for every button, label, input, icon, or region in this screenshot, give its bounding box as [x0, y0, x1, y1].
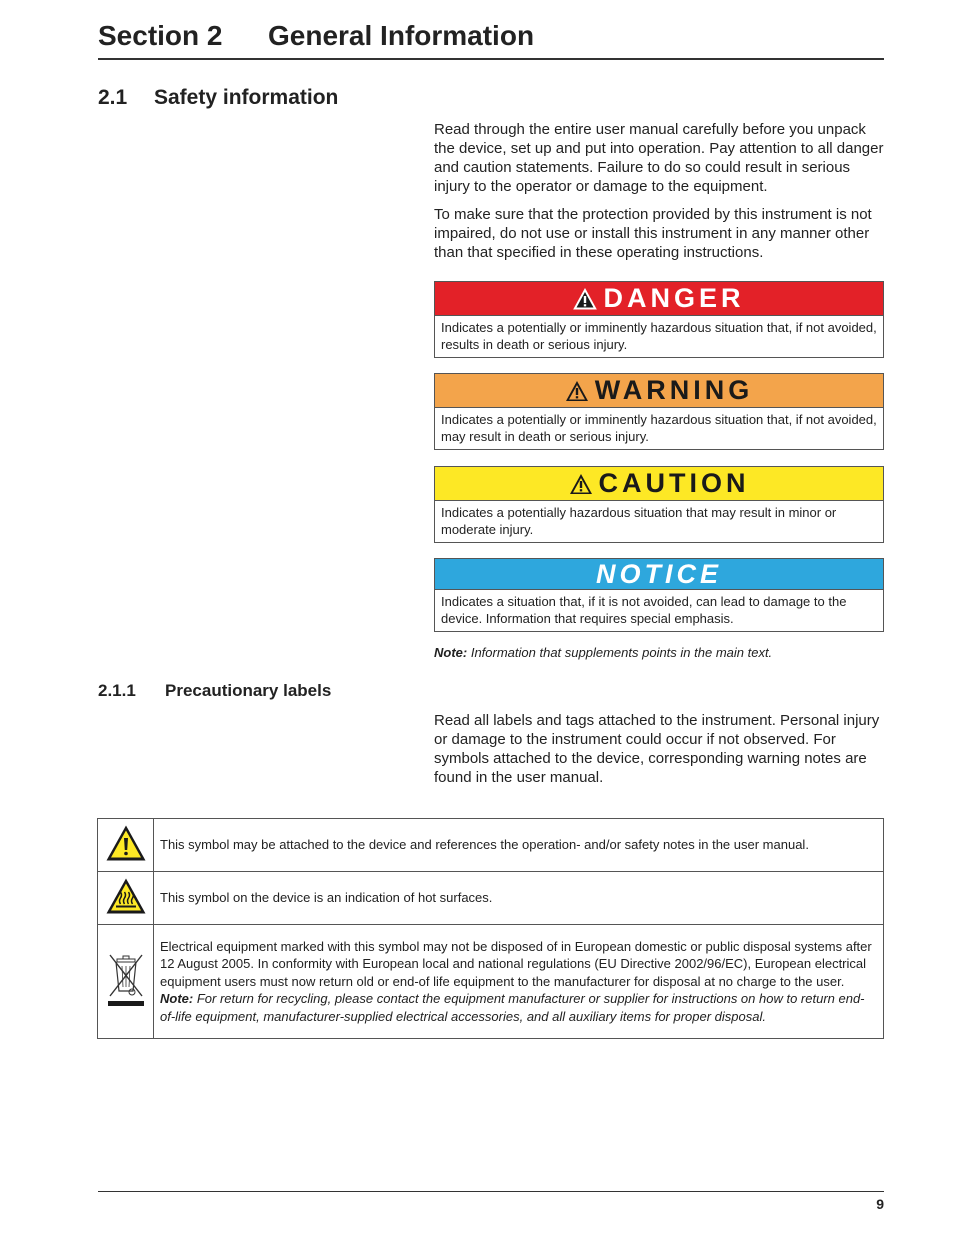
general-warning-icon: [105, 824, 147, 862]
danger-label: DANGER: [603, 283, 745, 313]
labels-table: [97, 818, 884, 1039]
safety-heading-number: 2.1: [98, 86, 128, 109]
section-number: Section 2: [98, 20, 223, 51]
note-line: [434, 645, 772, 660]
section-title: [98, 16, 884, 60]
table-row: [98, 872, 884, 925]
label-description: [154, 925, 884, 1039]
caution-label: CAUTION: [598, 468, 750, 498]
warning-triangle-icon: [573, 288, 597, 310]
note-label: Note:: [434, 645, 468, 660]
label-description: This symbol may be attached to the device and references the operation- and/or safety notes in the user manual.: [154, 819, 884, 872]
table-row: [98, 819, 884, 872]
icon-cell: [98, 819, 154, 872]
caution-text: Indicates a potentially hazardous situation that may result in minor or moderate injury.: [441, 505, 837, 537]
label-description: This symbol on the device is an indication of hot surfaces.: [154, 872, 884, 925]
notice-text: Indicates a situation that, if it is not avoided, can lead to damage to the device. Information that requires special emphasis.: [441, 594, 847, 626]
caution-box: [434, 466, 884, 543]
safety-paragraph-1: Read through the entire user manual carefully before you unpack the device, set up and put into operation. Pay attention to all danger and caution statements. Failure to do so could result in serious injury to the operator or damage to the equipment.: [434, 121, 884, 195]
warning-header: [435, 374, 883, 408]
warning-triangle-icon: [565, 380, 589, 402]
notice-header: [435, 559, 883, 590]
footer-rule: [98, 1191, 884, 1192]
safety-heading-text: Safety information: [154, 86, 339, 109]
danger-box: [434, 281, 884, 358]
precautionary-paragraph: Read all labels and tags attached to the instrument. Personal injury or damage to the instrument could occur if not observed. For symbols attached to the device, corresponding warning notes are found in the user manual.: [434, 712, 880, 786]
precautionary-heading-text: Precautionary labels: [165, 681, 332, 700]
precautionary-heading: [98, 679, 331, 703]
icon-cell: [98, 872, 154, 925]
page-number: 9: [876, 1196, 884, 1212]
weee-note-text: For return for recycling, please contact the equipment manufacturer or supplier for instructions on how to return end-of-life equipment, manufacturer-supplied electrical accessories, and all auxiliary items for proper disposal.: [160, 991, 865, 1024]
icon-cell: [98, 925, 154, 1039]
section-heading-text: General Information: [268, 20, 535, 51]
danger-header: [435, 282, 883, 316]
warning-box: [434, 373, 884, 450]
weee-crossed-bin-icon: [104, 949, 148, 1009]
table-row: [98, 925, 884, 1039]
hot-surface-icon: [105, 877, 147, 915]
caution-header: [435, 467, 883, 501]
warning-text: Indicates a potentially or imminently hazardous situation that, if not avoided, may result in death or serious injury.: [441, 412, 877, 444]
note-text: Information that supplements points in the main text.: [470, 645, 773, 660]
precautionary-heading-number: 2.1.1: [98, 681, 136, 700]
weee-note-label: Note:: [160, 991, 194, 1007]
warning-triangle-icon: [569, 473, 593, 495]
weee-note: [160, 990, 877, 1025]
weee-text: Electrical equipment marked with this symbol may not be disposed of in European domestic or public disposal systems after 12 August 2005. In conformity with European local and national regulations (EU Directive 2002/96/EC), European electrical equipment users must now return old or end-of life equipment to the manufacturer for disposal at no charge to the user.: [160, 938, 872, 989]
notice-label: NOTICE: [595, 558, 722, 589]
notice-box: [434, 558, 884, 632]
safety-paragraph-2: To make sure that the protection provided by this instrument is not impaired, do not use or install this instrument in any manner other than that specified in these operating instructions.: [434, 206, 872, 261]
danger-text: Indicates a potentially or imminently hazardous situation that, if not avoided, results in death or serious injury.: [441, 320, 877, 352]
warning-label: WARNING: [594, 375, 754, 405]
safety-heading: [98, 84, 338, 112]
